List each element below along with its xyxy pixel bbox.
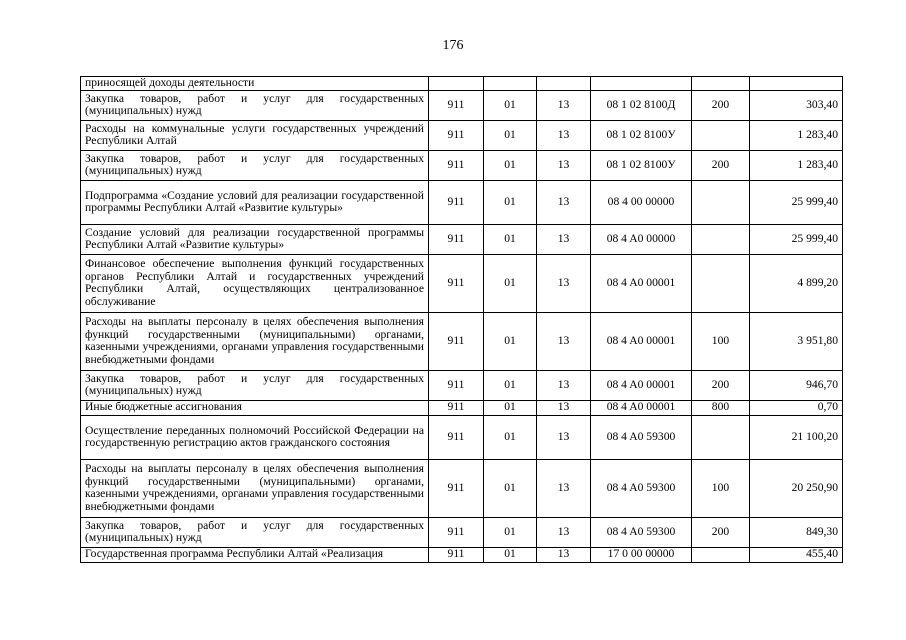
expense-type-code: 200	[692, 370, 750, 400]
subsection-code: 13	[537, 180, 591, 224]
expense-type-code	[692, 547, 750, 562]
table-row	[81, 180, 843, 224]
expense-type-code	[692, 415, 750, 459]
row-name: Подпрограмма «Создание условий для реализации государственной программы Республики Алтай «Развитие культуры»	[81, 180, 429, 224]
row-name: Расходы на коммунальные услуги государственных учреждений Республики Алтай	[81, 120, 429, 150]
budget-table	[80, 76, 843, 563]
target-article-code: 08 4 A0 00000	[591, 224, 692, 254]
section-code: 01	[484, 547, 537, 562]
ministry-code: 911	[429, 312, 484, 370]
table-row	[81, 415, 843, 459]
row-name: Закупка товаров, работ и услуг для государственных (муниципальных) нужд	[81, 150, 429, 180]
expense-type-code: 800	[692, 400, 750, 415]
expense-type-code: 200	[692, 90, 750, 120]
page-number: 176	[442, 38, 464, 53]
expense-type-code: 200	[692, 150, 750, 180]
amount: 303,40	[750, 90, 843, 120]
subsection-code: 13	[537, 120, 591, 150]
ministry-code: 911	[429, 459, 484, 517]
target-article-code: 08 4 A0 00001	[591, 254, 692, 312]
ministry-code: 911	[429, 254, 484, 312]
table-row	[81, 120, 843, 150]
expense-type-code	[692, 224, 750, 254]
amount: 25 999,40	[750, 224, 843, 254]
ministry-code: 911	[429, 180, 484, 224]
expense-type-code	[692, 120, 750, 150]
subsection-code: 13	[537, 90, 591, 120]
amount: 20 250,90	[750, 459, 843, 517]
ministry-code: 911	[429, 120, 484, 150]
subsection-code: 13	[537, 150, 591, 180]
subsection-code: 13	[537, 224, 591, 254]
table-row	[81, 517, 843, 547]
section-code: 01	[484, 415, 537, 459]
expense-type-code: 100	[692, 312, 750, 370]
table-row	[81, 254, 843, 312]
section-code: 01	[484, 370, 537, 400]
section-code: 01	[484, 517, 537, 547]
amount: 455,40	[750, 547, 843, 562]
expense-type-code	[692, 77, 750, 91]
ministry-code: 911	[429, 400, 484, 415]
row-name: Расходы на выплаты персоналу в целях обеспечения выполнения функций государственными (муниципальными) органами, казенными учреждениями, органами управления государственными внебюджетными фондами	[81, 312, 429, 370]
amount: 1 283,40	[750, 120, 843, 150]
table-row	[81, 77, 843, 91]
subsection-code: 13	[537, 547, 591, 562]
expense-type-code	[692, 180, 750, 224]
section-code: 01	[484, 459, 537, 517]
target-article-code: 08 4 00 00000	[591, 180, 692, 224]
target-article-code: 08 4 A0 00001	[591, 312, 692, 370]
target-article-code: 08 4 A0 59300	[591, 517, 692, 547]
ministry-code: 911	[429, 415, 484, 459]
row-name: Расходы на выплаты персоналу в целях обеспечения выполнения функций государственными (муниципальными) органами, казенными учреждениями, органами управления государственными внебюджетными фондами	[81, 459, 429, 517]
table-row	[81, 400, 843, 415]
section-code: 01	[484, 224, 537, 254]
subsection-code: 13	[537, 517, 591, 547]
amount: 25 999,40	[750, 180, 843, 224]
ministry-code: 911	[429, 547, 484, 562]
expense-type-code: 100	[692, 459, 750, 517]
row-name: Иные бюджетные ассигнования	[81, 400, 429, 415]
ministry-code: 911	[429, 370, 484, 400]
target-article-code: 08 1 02 8100У	[591, 120, 692, 150]
amount: 4 899,20	[750, 254, 843, 312]
amount: 1 283,40	[750, 150, 843, 180]
row-name: Закупка товаров, работ и услуг для государственных (муниципальных) нужд	[81, 90, 429, 120]
ministry-code	[429, 77, 484, 91]
expense-type-code: 200	[692, 517, 750, 547]
amount: 3 951,80	[750, 312, 843, 370]
table-row	[81, 224, 843, 254]
ministry-code: 911	[429, 150, 484, 180]
amount: 21 100,20	[750, 415, 843, 459]
target-article-code: 08 4 A0 00001	[591, 400, 692, 415]
ministry-code: 911	[429, 224, 484, 254]
target-article-code: 08 4 A0 59300	[591, 415, 692, 459]
subsection-code: 13	[537, 459, 591, 517]
section-code: 01	[484, 254, 537, 312]
table-row	[81, 547, 843, 562]
section-code: 01	[484, 150, 537, 180]
section-code: 01	[484, 90, 537, 120]
row-name: Закупка товаров, работ и услуг для государственных (муниципальных) нужд	[81, 370, 429, 400]
amount: 849,30	[750, 517, 843, 547]
target-article-code: 08 4 A0 59300	[591, 459, 692, 517]
table-row	[81, 150, 843, 180]
section-code: 01	[484, 312, 537, 370]
target-article-code: 08 4 A0 00001	[591, 370, 692, 400]
section-code: 01	[484, 180, 537, 224]
subsection-code: 13	[537, 370, 591, 400]
amount: 946,70	[750, 370, 843, 400]
section-code: 01	[484, 120, 537, 150]
table-row	[81, 370, 843, 400]
table-row	[81, 459, 843, 517]
section-code	[484, 77, 537, 91]
amount	[750, 77, 843, 91]
section-code: 01	[484, 400, 537, 415]
target-article-code: 08 1 02 8100У	[591, 150, 692, 180]
target-article-code: 17 0 00 00000	[591, 547, 692, 562]
table-row	[81, 90, 843, 120]
table-row	[81, 312, 843, 370]
ministry-code: 911	[429, 90, 484, 120]
row-name: приносящей доходы деятельности	[81, 77, 429, 91]
row-name: Закупка товаров, работ и услуг для государственных (муниципальных) нужд	[81, 517, 429, 547]
subsection-code: 13	[537, 400, 591, 415]
subsection-code: 13	[537, 415, 591, 459]
row-name: Государственная программа Республики Алтай «Реализация	[81, 547, 429, 562]
ministry-code: 911	[429, 517, 484, 547]
target-article-code: 08 1 02 8100Д	[591, 90, 692, 120]
row-name: Осуществление переданных полномочий Российской Федерации на государственную регистрацию актов гражданского состояния	[81, 415, 429, 459]
subsection-code: 13	[537, 254, 591, 312]
subsection-code	[537, 77, 591, 91]
amount: 0,70	[750, 400, 843, 415]
row-name: Создание условий для реализации государственной программы Республики Алтай «Развитие культуры»	[81, 224, 429, 254]
expense-type-code	[692, 254, 750, 312]
row-name: Финансовое обеспечение выполнения функций государственных органов Республики Алтай и государственных учреждений Республики Алтай, осуществляющих централизованное обслуживание	[81, 254, 429, 312]
subsection-code: 13	[537, 312, 591, 370]
target-article-code	[591, 77, 692, 91]
